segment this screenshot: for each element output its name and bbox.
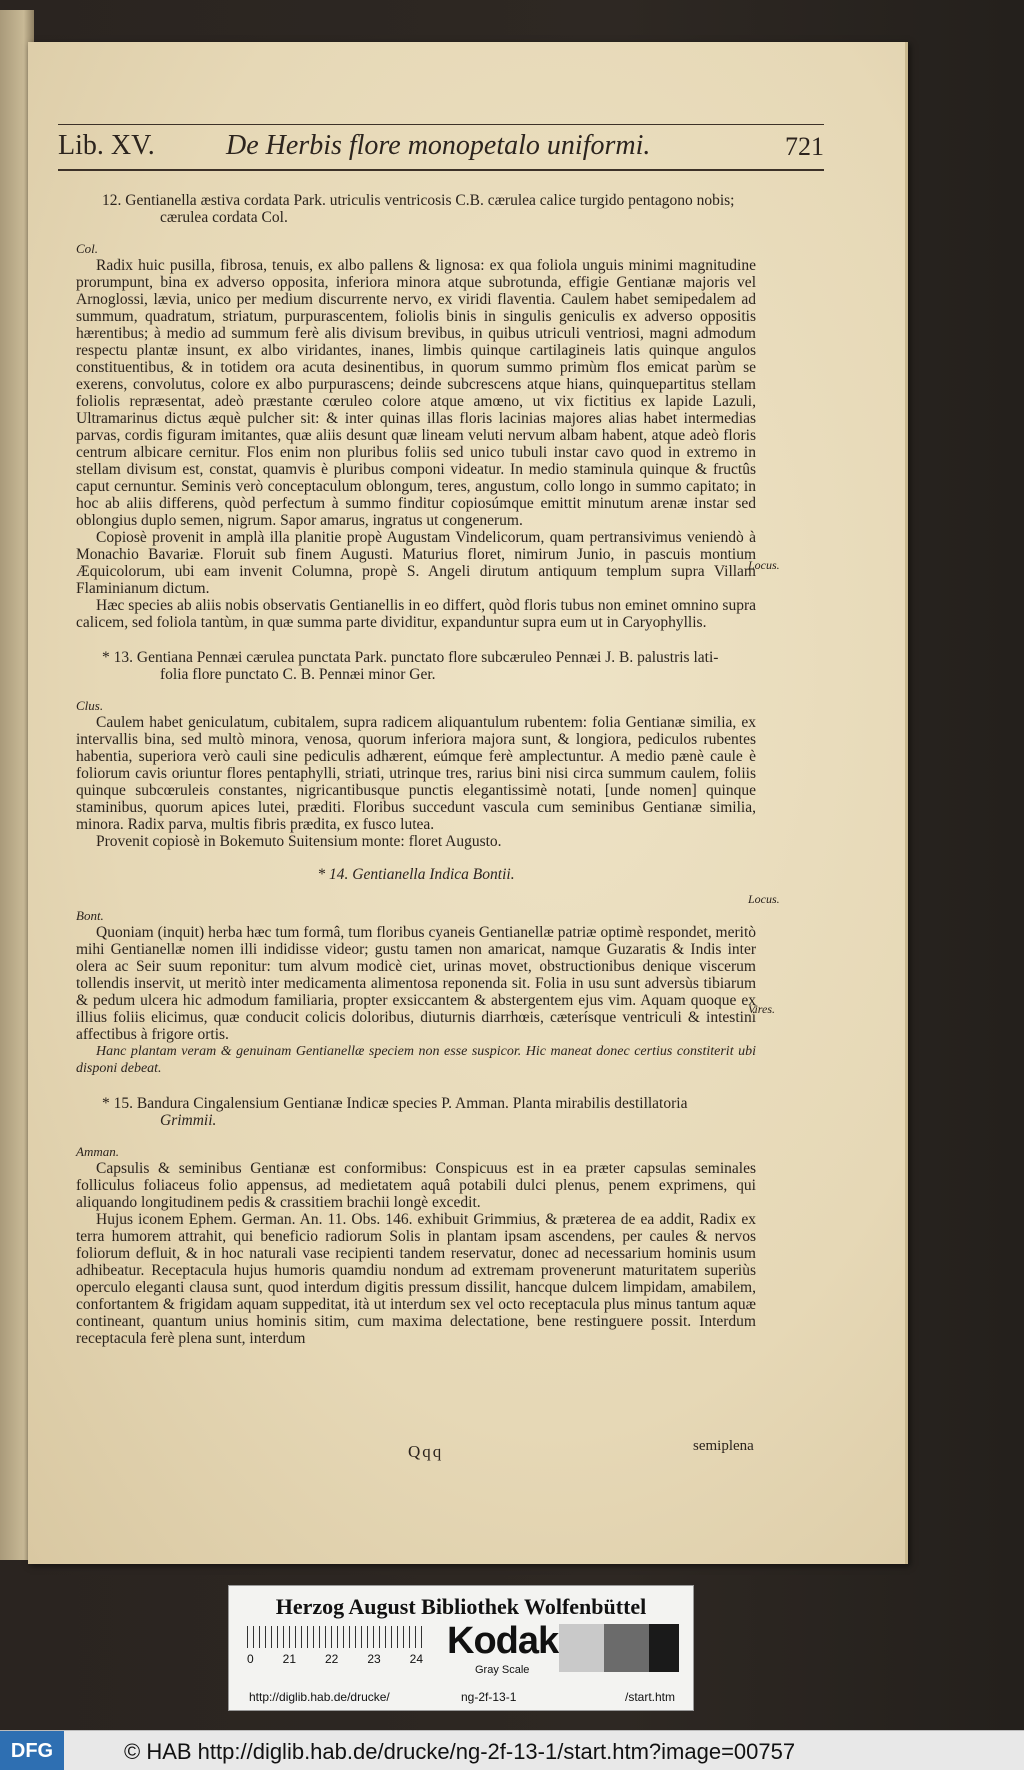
gray-swatch-light bbox=[559, 1624, 604, 1672]
entry-14-author: Bont. bbox=[76, 908, 104, 923]
ruler-ticks bbox=[247, 1626, 423, 1648]
entry-12-line1: 12. Gentianella æstiva cordata Park. utriculis ventricosis C.B. cærulea calice turgido pentagono nobis; bbox=[102, 192, 735, 209]
page-number: 721 bbox=[785, 132, 824, 161]
margin-locus-1: Locus. bbox=[748, 558, 780, 572]
entry-12-locus-text: Copiosè provenit in amplà illa planitie propè Augustam Vindelicorum, quam pertransivimus veniendò à Monachio Bavariæ. Floruit sub finem Augusti. Maturius floret, nimirum Junio, in pascuis montium Æquicolorum, ubi eam invenit Columna, propè S. Angeli dirutum antiquum templum supra Villam Flaminianum dictum. bbox=[76, 529, 756, 597]
dfg-logo: DFG bbox=[0, 1731, 64, 1770]
page-body bbox=[76, 192, 756, 1347]
ruler-number: 0 bbox=[247, 1652, 254, 1666]
book-number: Lib. XV. bbox=[58, 130, 155, 161]
library-name: Herzog August Bibliothek Wolfenbüttel bbox=[275, 1594, 647, 1619]
entry-12-author: Col. bbox=[76, 241, 99, 256]
entry-15-line2: Grimmii. bbox=[160, 1112, 217, 1129]
entry-15-extra: Hujus iconem Ephem. German. An. 11. Obs. 146. exhibuit Grimmius, & præterea de ea addit, Radix ex terra humorem attrahit, qui beneficio radiorum Solis in plantam ipsam ascendens, per caules & nervos foliorum defluit, & in hoc naturali vase recipienti tandem reservatur, donec ad necessarium hominis usum adhibeatur. Receptacula hujus humoris quamdiu nondum ad extremam provenerunt maturitatem superiùs operculo eleganti clausa sunt, quod interdum digitis pressum dissilit, hancque dulcem limpidam, amabilem, confortantem & frigidam aquam suppeditat, ità ut interdum sex vel octo receptacula plus minus tantum aquæ contineant, quantum unius hominis sitim, cum maxima delectatione, bene restinguere possit. Interdum receptacula ferè plena sunt, interdum bbox=[76, 1211, 756, 1347]
entry-15-line1: * 15. Bandura Cingalensium Gentianæ Indicæ species P. Amman. Planta mirabilis destillatoria bbox=[102, 1095, 688, 1112]
label-url-row bbox=[229, 1684, 693, 1710]
entry-13-description: Caulem habet geniculatum, cubitalem, supra radicem aliquantulum rubentem: folia Gentianæ similia, ex intervallis bina, sed multò minora, venosa, quorum inferiora majora sunt, & longiora, pediculos rubentes habentia, superiora verò cauli sine pediculis adhærent, eúmque ferè amplectuntur. A medio pænè caule è foliorum cavis oriuntur flores pentaphylli, striati, utrinque tres, rarius bini nisi circa summum caulem, foliis quinque subcœruleis constantes, nigricantibusque punctis elegantissimè notati, [unde nomen] quinque staminibus, quorum apices lutei, præditi. Floribus succedunt vascula cum seminibus Gentianæ similia, minora. Radix parva, multis fibris prædita, ex fusco lutea. bbox=[76, 714, 756, 833]
shelfmark: ng-2f-13-1 bbox=[461, 1690, 517, 1704]
gray-swatch-mid bbox=[604, 1624, 649, 1672]
margin-locus-2: Locus. bbox=[748, 892, 780, 906]
catchword: semiplena bbox=[693, 1438, 754, 1454]
book-page bbox=[28, 42, 908, 1564]
header-rule-top bbox=[58, 124, 824, 125]
entry-14-heading: * 14. Gentianella Indica Bontii. bbox=[317, 866, 515, 883]
entry-15-heading bbox=[76, 1095, 756, 1129]
running-title: De Herbis flore monopetalo uniformi. bbox=[226, 130, 651, 161]
ruler-number: 21 bbox=[282, 1652, 297, 1666]
entry-12-line2: cærulea cordata Col. bbox=[160, 209, 288, 226]
digitization-target-label bbox=[228, 1585, 694, 1711]
running-head bbox=[58, 130, 824, 168]
entry-13-locus-text: Provenit copiosè in Bokemuto Suitensium monte: floret Augusto. bbox=[96, 833, 502, 850]
url-end: /start.htm bbox=[625, 1690, 676, 1704]
kodak-logo: Kodak bbox=[447, 1620, 559, 1662]
ruler-number: 23 bbox=[367, 1652, 381, 1666]
ruler-numbers bbox=[247, 1652, 423, 1666]
entry-12-remark: Hæc species ab aliis nobis observatis Gentianellis in eo differt, quòd floris tubus non eminet omnino supra calicem, sed foliola tantùm, in quæ summa parte dividitur, expanduntur supra eum ut in Caryophyllis. bbox=[76, 597, 756, 631]
ruler-number: 22 bbox=[324, 1652, 339, 1666]
entry-13-author: Clus. bbox=[76, 698, 104, 713]
gray-scale-label: Gray Scale bbox=[475, 1664, 530, 1676]
viewer-footer bbox=[0, 1730, 1024, 1770]
signature-mark: Qqq bbox=[408, 1442, 444, 1461]
url-base: http://diglib.hab.de/drucke/ bbox=[249, 1690, 390, 1704]
ruler-number: 24 bbox=[409, 1652, 423, 1666]
entry-12-description: Radix huic pusilla, fibrosa, tenuis, ex albo pallens & lignosa: ex qua foliola unguis minimi magnitudine prorumpunt, bina ex adverso opposita, inferiora minora atque subrotunda, effigie Gentianæ majoris vel Arnoglossi, lævia, unico per medium discurrente nervo, ex viridi flaventia. Caulem habet semipedalem ad summum, quadratum, striatum, purpurascentem, foliolis binis in singulis geniculis ex adverso oppositis hærentibus; à medio ad summum ferè alis divisum brevibus, in quibus utriculi ventriosi, magni admodum respectu plantæ insunt, ex albo viridantes, inanes, limbis quinque cartilagineis latis quinque angulos constituentibus, & in totidem ora acuta desinentibus, in quorum summo primùm flos emicat parùm se exerens, convolutus, colore ex albo purpurascens; deinde subcrescens atque hians, quinquepartitus stellam foliolis repræsentat, adeò præstante cœruleo colore atque amœno, ut vix fictitius ex lapide Lazuli, Ultramarinus dictus æquè pulcher sit: & inter quinas illas floris lacinias majores alias habet intermedias parvas, cordis figuram imitantes, quæ aliis desunt quæ lineam veluti nervum albam habent, atque adeò floris centrum albicare cernitur. Flos enim non pluribus foliis sed unico tubuli instar cavo quod in extremo in stellam divisum est, constat, quamvis è pluribus componi videatur. In medio staminula quinque & fructûs caput cernuntur. Seminis verò conceptaculum oblongum, teres, angustum, collo longo in summo capitato; in hoc ab aliis differens, quòd perfectum à summo finditur copiosúmque emittit minutum arenæ instar sed oblongius duplo semen, nigrum. Sapor amarus, ingratus ut congenerum. bbox=[76, 257, 756, 529]
entry-12-heading bbox=[76, 192, 756, 226]
entry-13-line1: * 13. Gentiana Pennæi cærulea punctata Park. punctato flore subcæruleo Pennæi J. B. palustris lati- bbox=[102, 649, 719, 666]
copyright-link[interactable]: © HAB http://diglib.hab.de/drucke/ng-2f-13-1/start.htm?image=00757 bbox=[124, 1739, 796, 1764]
entry-15-description: Capsulis & seminibus Gentianæ est conformibus: Conspicuus est in ea præter capsulas seminales folliculus foliaceus folio appensus, ad medietatem aquâ potabili dulci plenus, penem exprimens, qui aliquando longitudinem pedis & crassitiem brachii longè excedit. bbox=[76, 1160, 756, 1211]
gray-swatch-dark bbox=[649, 1624, 679, 1672]
margin-vires: Vires. bbox=[748, 1002, 775, 1016]
entry-13-line2: folia flore punctato C. B. Pennæi minor Ger. bbox=[160, 666, 436, 683]
entry-15-author: Amman. bbox=[76, 1144, 119, 1159]
entry-14-description: Quoniam (inquit) herba hæc tum formâ, tum floribus cyaneis Gentianellæ patriæ optimè respondet, meritò mihi Gentianellæ nomen illi indidisse videor; gustu tamen non amaricat, namque Guzaratis & Indis inter olera ac Seir suum reponitur: tum alvum modicè ciet, urinas movet, obstructionibus denique viscerum tollendis inservit, ut meritò inter medicamenta alimentosa reponenda sit. Folia in usu sunt adversùs tibiarum & pedum ulcera hic admodum familiaria, propter exsiccantem & abstergentem ejus vim. Aquam quoque ex illius foliis elicimus, quæ conducit colicis doloribus, diuturnis diarrhœis, cæterísque ventriculi & intestini affectibus à frigore ortis. bbox=[76, 924, 756, 1043]
entry-14-note: Hanc plantam veram & genuinam Gentianellæ speciem non esse suspicor. Hic maneat donec certius constiterit ubi disponi debeat. bbox=[76, 1044, 756, 1076]
entry-13-heading bbox=[76, 649, 756, 683]
measurement-ruler bbox=[247, 1626, 423, 1672]
header-rule-bottom bbox=[58, 169, 824, 171]
